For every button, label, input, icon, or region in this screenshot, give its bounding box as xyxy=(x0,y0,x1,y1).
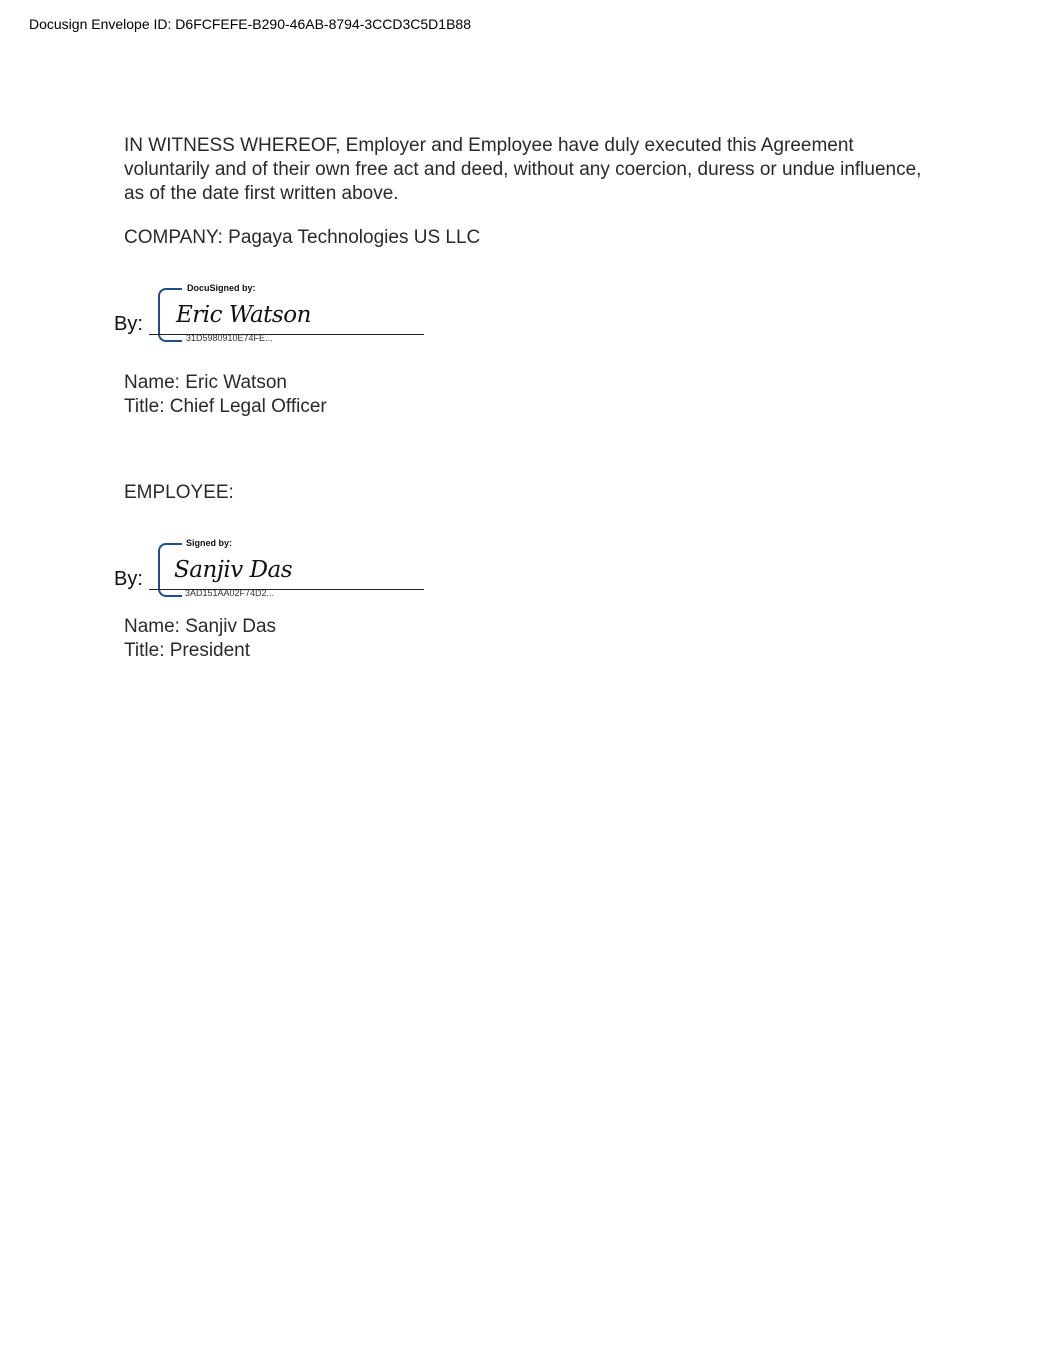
company-signature: Eric Watson xyxy=(176,302,311,328)
employee-heading: EMPLOYEE: xyxy=(124,482,234,503)
company-by-label: By: xyxy=(114,313,143,335)
employee-signature-hash: 3AD151AA02F74D2... xyxy=(185,588,275,598)
company-title-line: Title: Chief Legal Officer xyxy=(124,396,327,417)
company-signature-caption: DocuSigned by: xyxy=(187,283,256,293)
employee-title-line: Title: President xyxy=(124,640,251,661)
employee-by-label: By: xyxy=(114,568,143,590)
employee-name-line: Name: Sanjiv Das xyxy=(124,616,277,637)
envelope-id: Docusign Envelope ID: D6FCFEFE-B290-46AB-8794-3CCD3C5D1B88 xyxy=(29,16,471,32)
witness-paragraph: IN WITNESS WHEREOF, Employer and Employee have duly executed this Agreement voluntarily and of their own free act and deed, without any coercion, duress or undue influence, as of the date first written above. xyxy=(124,135,922,204)
employee-signature-caption: Signed by: xyxy=(186,538,233,548)
employee-signature: Sanjiv Das xyxy=(174,557,293,583)
company-signature-hash: 31D5980910E74FE... xyxy=(186,333,273,343)
company-name-line: Name: Eric Watson xyxy=(124,372,287,393)
company-heading: COMPANY: Pagaya Technologies US LLC xyxy=(124,227,481,248)
